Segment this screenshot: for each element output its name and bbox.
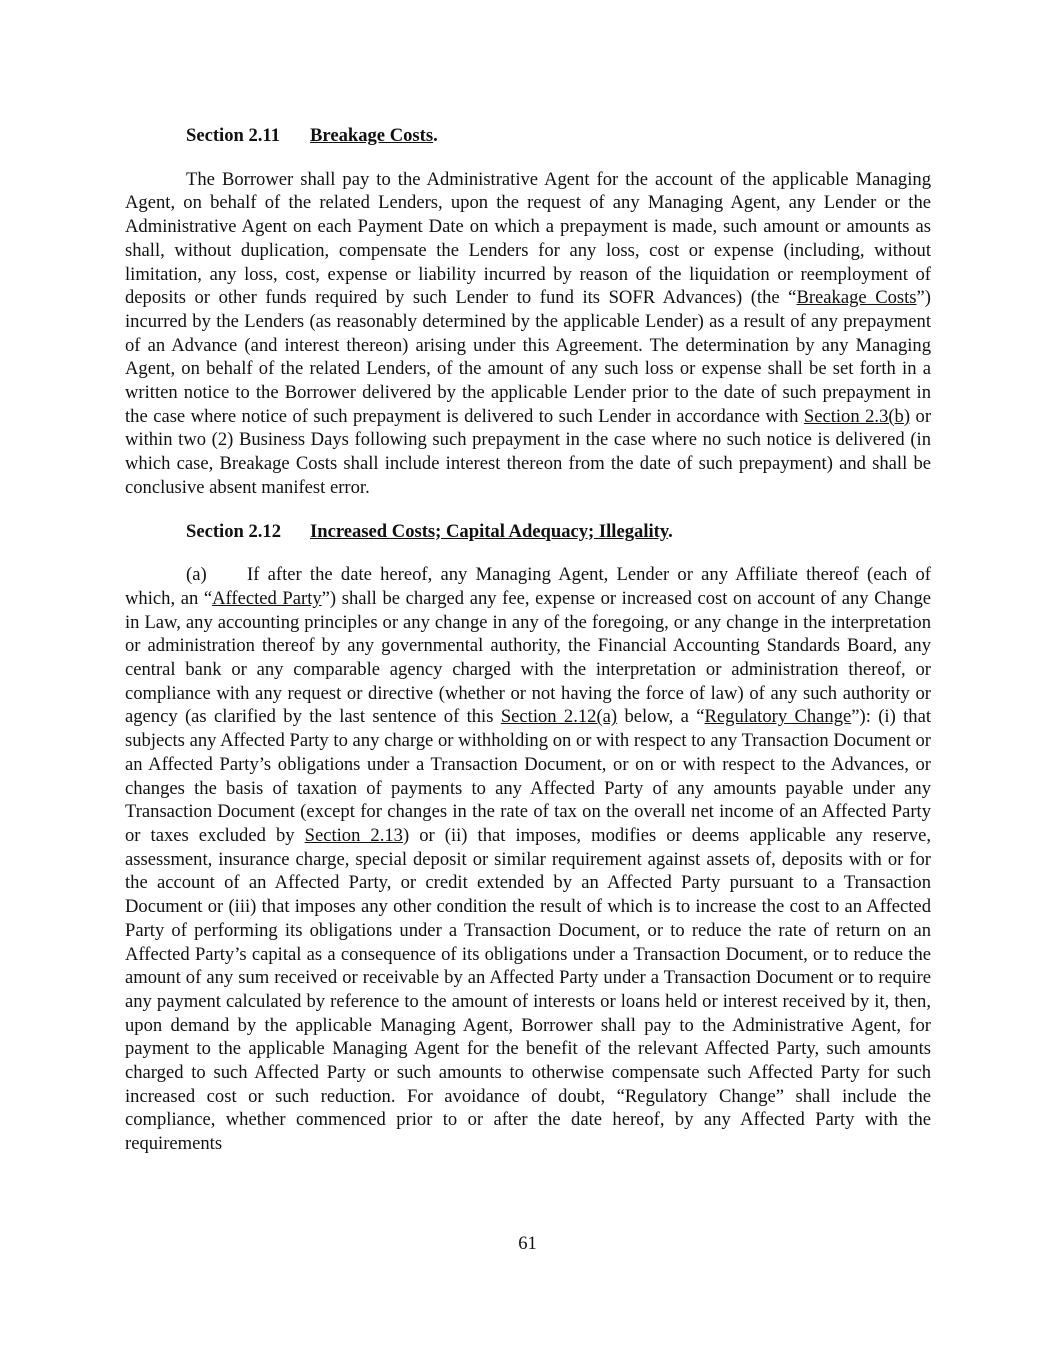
defined-term: Regulatory Change: [704, 706, 852, 728]
text-run: The Borrower shall pay to the Administrative Agent for the account of the applicable Managing Agent, on behalf of the related Lenders, upon the request of any Managing Agent, any Lender or the Administrative Agent on each Payment Date on which a prepayment is made, such amount or amounts as shall, without duplication, compensate the Lenders for any loss, cost or expense (including, without limitation, any loss, cost, expense or liability incurred by reason of the liquidation or reemployment of deposits or other funds required by such Lender to fund its SOFR Advances) (the “: [125, 168, 931, 309]
cross-reference: Section 2.3(b): [803, 405, 911, 427]
text-run: ) or (ii) that imposes, modifies or deems applicable any reserve, assessment, insurance charge, special deposit or similar requirement against assets of, deposits with or for the account of an Affected Party, or credit extended by an Affected Party pursuant to a Transaction Document or (iii) that imposes any other condition the result of which is to increase the cost to an Affected Party of performing its obligations under a Transaction Document, or to reduce the rate of return on an Affected Party’s capital as a consequence of its obligations under a Transaction Document, or to reduce the amount of any sum received or receivable by an Affected Party under a Transaction Document or to require any payment calculated by reference to the amount of interests or loans held or interest received by it, then, upon demand by the applicable Managing Agent, Borrower shall pay to the Administrative Agent, for payment to the applicable Managing Agent for the benefit of the relevant Affected Party, such amounts charged to such Affected Party or such amounts to otherwise compensate such Affected Party for such increased cost or such reduction. For avoidance of doubt, “Regulatory Change” shall include the compliance, whether commenced prior to or after the date hereof, by any Affected Party with the requirements: [125, 824, 931, 1155]
section-2-11-heading: [125, 124, 931, 148]
defined-term: Breakage Costs: [796, 287, 917, 309]
section-2-12-heading: [125, 520, 931, 544]
text-run: ”): (i) that subjects any Affected Party to any charge or withholding on or with respect to any Transaction Document or an Affected Party’s obligations under a Transaction Document, or on or with respect to the Advances, or changes the basis of taxation of payments to any Affected Party of any amounts payable under any Transaction Document (except for changes in the rate of tax on the overall net income of an Affected Party or taxes excluded by: [125, 706, 931, 846]
defined-term: Affected Party: [212, 587, 322, 609]
section-number: Section 2.11: [186, 125, 281, 146]
text-run: below, a “: [617, 706, 705, 728]
text-run: If after the date hereof, any Managing Agent, Lender or any Affiliate thereof (each of which, an “: [125, 564, 931, 609]
page-content: [125, 124, 931, 1176]
increased-costs-paragraph-a: [125, 563, 931, 1156]
cross-reference: Section 2.12(a): [500, 706, 618, 728]
subsection-label: (a): [186, 564, 207, 586]
section-title: Increased Costs; Capital Adequacy; Illegality: [310, 520, 669, 542]
section-title: Breakage Costs: [310, 125, 434, 146]
heading-punctuation: .: [668, 520, 673, 542]
cross-reference: Section 2.13: [304, 824, 403, 846]
text-run: or within two (2) Business Days following such prepayment in the case where no such notice is delivered (in which case, Breakage Costs shall include interest thereon from the date of such prepayment) and shall be conclusive absent manifest error.: [125, 405, 932, 498]
text-run: ”) shall be charged any fee, expense or increased cost on account of any Change in Law, any accounting principles or any change in any of the foregoing, or any change in the interpretation or administration thereof by any governmental authority, the Financial Accounting Standards Board, any central bank or any comparable agency charged with the interpretation or administration thereof, or compliance with any request or directive (whether or not having the force of law) of any such authority or agency (as clarified by the last sentence of this: [125, 587, 931, 728]
breakage-costs-paragraph: [125, 168, 931, 500]
page-number: 61: [518, 1233, 537, 1254]
section-number: Section 2.12: [186, 520, 282, 542]
text-run: ”) incurred by the Lenders (as reasonably determined by the applicable Lender) as a result of any prepayment of an Advance (and interest thereon) arising under this Agreement. The determination by any Managing Agent, on behalf of the related Lenders, of the amount of any such loss or expense shall be set forth in a written notice to the Borrower delivered by the applicable Lender prior to the date of such prepayment in the case where notice of such prepayment is delivered to such Lender in accordance with: [125, 287, 931, 427]
heading-punctuation: .: [433, 125, 438, 146]
